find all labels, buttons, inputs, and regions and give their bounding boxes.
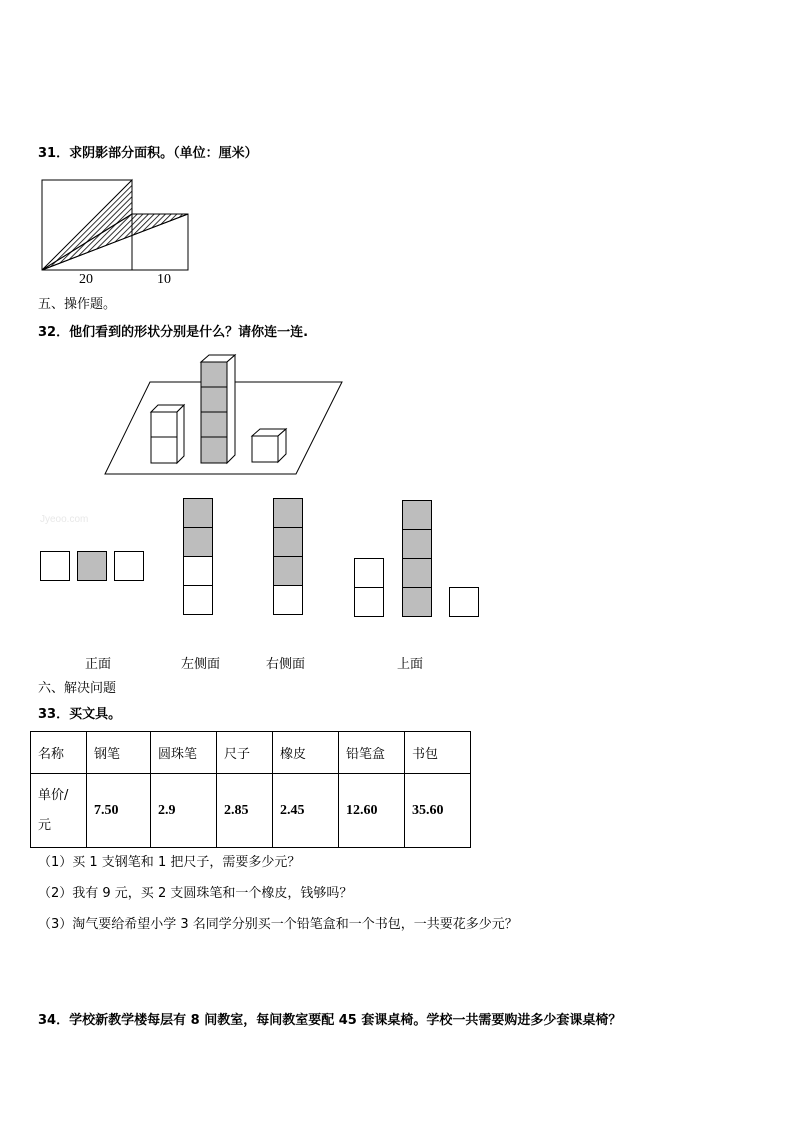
view-label-top: 上面 [397, 657, 424, 672]
view-option-3-cell [273, 498, 303, 528]
view-option-2-cell [183, 556, 213, 586]
dimension-label-20: 20 [79, 272, 93, 287]
table-cell: 钢笔 [87, 732, 151, 774]
q33-sub3: （3）淘气要给希望小学 3 名同学分别买一个铅笔盒和一个书包，一共要花多少元？ [38, 917, 518, 932]
q31-title: 31．求阴影部分面积。（单位：厘米） [38, 146, 258, 161]
view-option-2-cell [183, 527, 213, 557]
table-row [31, 774, 471, 848]
view-option-4-cell [402, 500, 432, 530]
q34-title: 34．学校新教学楼每层有 8 间教室，每间教室要配 45 套课桌椅。学校一共需要购进多少套课桌椅？ [38, 1013, 622, 1028]
table-cell: 尺子 [217, 732, 273, 774]
table-cell: 橡皮 [273, 732, 339, 774]
view-option-3-cell [273, 527, 303, 557]
watermark: Jyeoo.com [40, 514, 89, 525]
price-table [30, 731, 471, 848]
price-cell: 7.50 [87, 774, 151, 848]
table-cell: 铅笔盒 [339, 732, 405, 774]
q33-title: 33．买文具。 [38, 707, 122, 722]
price-cell: 35.60 [405, 774, 471, 848]
price-cell: 2.9 [151, 774, 217, 848]
view-option-4-cell [402, 529, 432, 559]
single-cube [252, 429, 286, 462]
table-cell: 书包 [405, 732, 471, 774]
table-cell: 圆珠笔 [151, 732, 217, 774]
q33-sub2: （2）我有 9 元，买 2 支圆珠笔和一个橡皮，钱够吗？ [38, 886, 353, 901]
stack-four-cubes [201, 355, 235, 463]
price-cell: 12.60 [339, 774, 405, 848]
view-option-2-cell [183, 585, 213, 615]
view-option-1-cell [77, 551, 107, 581]
view-option-1-cell [40, 551, 70, 581]
dimension-label-10: 10 [157, 272, 171, 287]
view-option-4-cell [402, 558, 432, 588]
view-label-right: 右侧面 [266, 657, 306, 672]
q33-sub1: （1）买 1 支钢笔和 1 把尺子，需要多少元？ [38, 855, 301, 870]
row-label-line-2: 元 [38, 817, 52, 833]
q32-title: 32．他们看到的形状分别是什么？请你连一连. [38, 325, 309, 340]
cube-stack-scene [0, 0, 794, 500]
view-option-4-cell [402, 587, 432, 617]
view-option-4-cell [354, 558, 384, 588]
view-option-3-cell [273, 585, 303, 615]
price-cell: 2.85 [217, 774, 273, 848]
view-option-3-cell [273, 556, 303, 586]
stack-two-cubes [151, 405, 184, 463]
view-label-front: 正面 [85, 657, 112, 672]
section-5-heading: 五、操作题。 [38, 297, 117, 312]
view-option-2-cell [183, 498, 213, 528]
view-label-left: 左侧面 [181, 657, 221, 672]
table-header-row [31, 732, 471, 774]
price-cell: 2.45 [273, 774, 339, 848]
table-row-label [31, 774, 87, 848]
row-label-line-1: 单价/ [38, 787, 69, 803]
table-cell: 名称 [31, 732, 87, 774]
view-option-4-cell [354, 587, 384, 617]
section-6-heading: 六、解决问题 [38, 681, 117, 696]
view-option-4-cell [449, 587, 479, 617]
view-option-1-cell [114, 551, 144, 581]
